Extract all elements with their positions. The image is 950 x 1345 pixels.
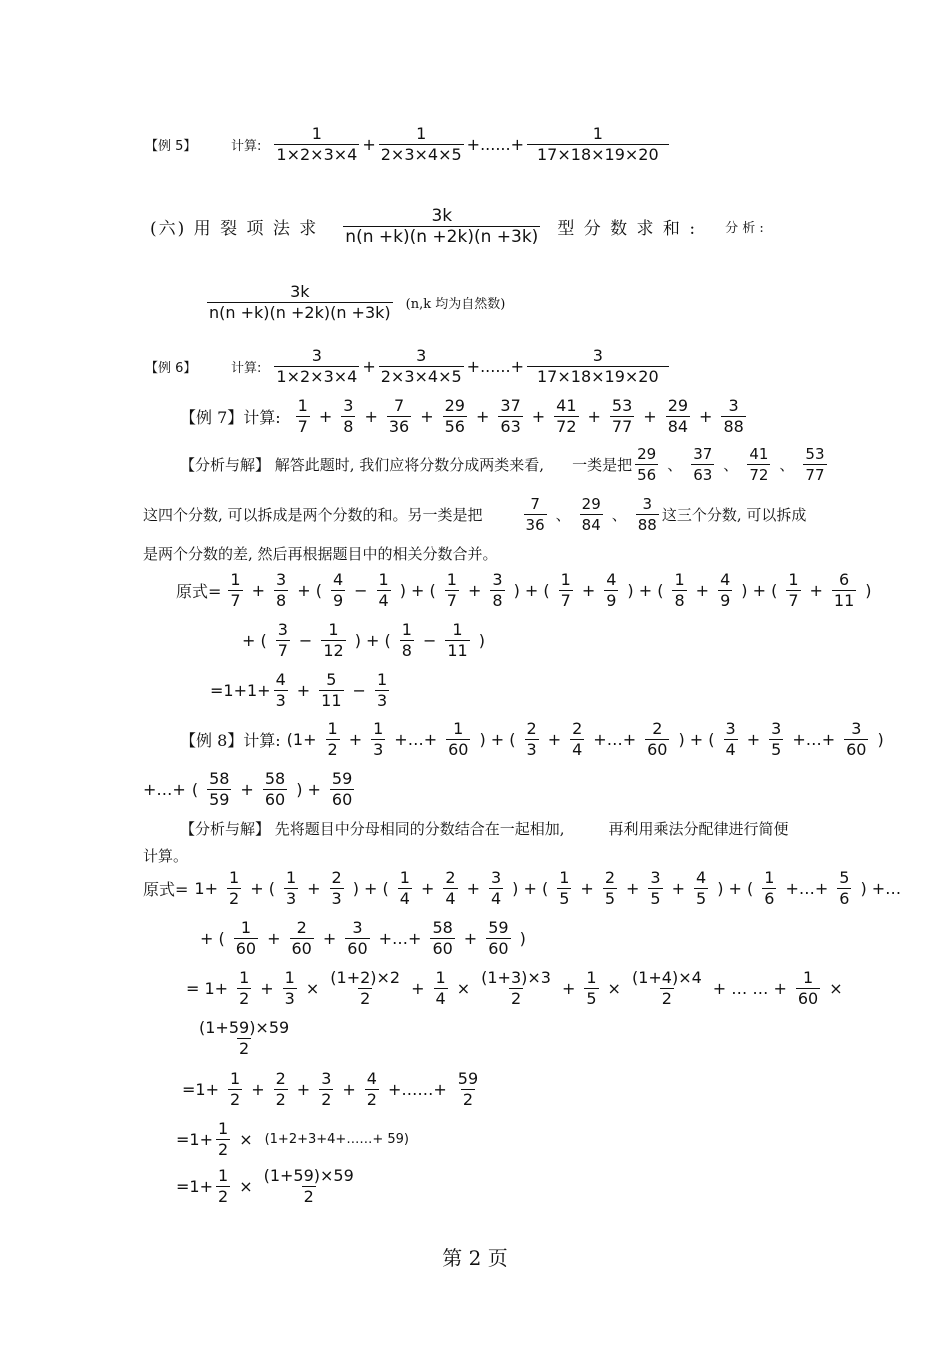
example-5 xyxy=(145,124,672,165)
fraction: $\frac{3}{5}$ xyxy=(650,868,661,908)
math-symbol: ) + ( xyxy=(627,581,664,600)
fraction: 4 9 xyxy=(332,570,344,610)
math-symbol: (1+ xyxy=(286,730,317,749)
fraction: $\frac{2}{4}$ xyxy=(445,868,456,908)
fraction: $\frac{1}{2}$ xyxy=(239,968,250,1008)
math-symbol: − xyxy=(298,631,313,650)
fraction: $\frac{1}{60}$ xyxy=(448,719,469,759)
fraction: $\frac{1}{4}$ xyxy=(378,570,389,610)
math-symbol: +…+ xyxy=(785,879,829,898)
fraction: $\frac{3}{8}$ xyxy=(276,570,287,610)
math-symbol: + ( xyxy=(242,631,267,650)
fraction: 3 1×2×3×4 xyxy=(276,346,358,386)
ellipsis: +…+ xyxy=(143,780,186,799)
fraction: $\frac{53}{77}$ xyxy=(611,396,633,436)
analysis-text: 计算。 xyxy=(143,847,189,865)
math-symbol: + xyxy=(809,581,823,600)
fraction: 1 7 xyxy=(788,570,799,610)
analysis-text: 再利用乘法分配律进行简便 xyxy=(608,820,789,838)
solution-7-line3 xyxy=(210,670,392,711)
math-symbol: ) + ( xyxy=(399,581,436,600)
fraction: $\frac{3}{2}$ xyxy=(321,1069,332,1109)
math-symbol: + xyxy=(587,407,601,426)
math-symbol: +…+ xyxy=(394,730,438,749)
example-label: 【例 5】 xyxy=(145,139,197,154)
fraction: 1 8 xyxy=(401,620,412,660)
math-symbol: ) + ( xyxy=(512,879,549,898)
fraction: 58 59 xyxy=(209,769,230,809)
fraction: $\frac{4}{5}$ xyxy=(696,868,707,908)
fraction: $\frac{1}{12}$ xyxy=(323,620,344,660)
solution-8-line5 xyxy=(176,1069,483,1110)
math-symbol: + xyxy=(322,929,337,948)
formula-note xyxy=(204,282,505,323)
math-symbol: + xyxy=(296,681,311,700)
fraction: $\frac{1}{4}$ xyxy=(435,968,446,1008)
math-symbol: × xyxy=(305,979,320,998)
analysis-8-line2 xyxy=(143,845,188,866)
math-symbol: 1+ xyxy=(194,879,219,898)
fraction: (1+59)×59 2 xyxy=(199,1018,290,1058)
math-symbol: + xyxy=(296,1080,311,1099)
solution-start: 原式= xyxy=(143,880,189,899)
math-symbol: = 1+ xyxy=(186,979,229,998)
math-symbol: ) + ( xyxy=(352,879,389,898)
math-symbol: + xyxy=(531,407,546,426)
analysis-label: 分 析 : xyxy=(725,221,764,236)
fraction: $\frac{1}{2}$ xyxy=(218,1119,229,1159)
math-symbol: + xyxy=(411,979,425,998)
math-symbol: ) + ( xyxy=(678,730,715,749)
math-symbol: ) xyxy=(519,929,526,948)
math-symbol: + xyxy=(267,929,281,948)
math-symbol: ) + ( xyxy=(513,581,550,600)
fraction: $\frac{3}{88}$ xyxy=(723,396,744,436)
fraction: $\frac{3}{8}$ xyxy=(343,396,354,436)
calc-label: 计算: xyxy=(231,361,262,376)
math-symbol: +…+ xyxy=(792,730,836,749)
fraction: 29 84 xyxy=(581,495,601,534)
fraction: 41 72 xyxy=(749,445,769,484)
example-8 xyxy=(180,719,890,760)
analysis-8-line1 xyxy=(180,818,789,839)
fraction: 1 7 xyxy=(230,570,241,610)
fraction: $\frac{37}{63}$ xyxy=(500,396,521,436)
plus-sign: + xyxy=(362,357,376,376)
fraction: 53 77 xyxy=(805,445,825,484)
fraction: 4 3 xyxy=(275,670,286,710)
math-symbol: 、 xyxy=(555,506,571,524)
fraction: 3 7 xyxy=(277,620,288,660)
math-symbol: ) +… xyxy=(860,879,902,898)
fraction: $\frac{29}{56}$ xyxy=(444,396,465,436)
solution-step: =1+ xyxy=(176,1130,213,1149)
fraction: $\frac{2}{3}$ xyxy=(331,868,342,908)
fraction: $\frac{1}{3}$ xyxy=(284,968,295,1008)
math-symbol: ) xyxy=(478,631,485,650)
fraction: $\frac{4}{2}$ xyxy=(366,1069,377,1109)
fraction: $\frac{58}{60}$ xyxy=(432,918,453,958)
math-symbol: + xyxy=(671,879,685,898)
math-symbol: × xyxy=(829,979,843,998)
math-symbol: + xyxy=(240,780,254,799)
plus-sign: + xyxy=(362,135,376,154)
analysis-text: 是两个分数的差, 然后再根据题目中的相关分数合并。 xyxy=(143,545,498,563)
fraction: $\frac{5}{11}$ xyxy=(321,670,342,710)
fraction: 1 4 xyxy=(399,868,410,908)
fraction: $\frac{(1+2)\times 2}{2}$ xyxy=(330,968,401,1008)
analysis-7-line3 xyxy=(143,543,498,564)
math-symbol: + xyxy=(318,407,333,426)
solution-8-line3 xyxy=(180,968,849,1009)
fraction: $\frac{1}{2}$ xyxy=(218,1166,229,1206)
math-symbol: + ( xyxy=(200,929,225,948)
math-symbol: 、 xyxy=(779,456,795,474)
fraction: $\frac{3}{5}$ xyxy=(771,719,782,759)
fraction: $\frac{2}{2}$ xyxy=(275,1069,286,1109)
note: (n,k 均为自然数) xyxy=(405,297,506,312)
fraction: $\frac{3}{2\times 3\times 4\times 5}$ xyxy=(380,346,462,386)
example-label: 【例 6】 xyxy=(145,361,197,376)
fraction: 3k n(n +k)(n +2k)(n +3k) xyxy=(209,282,391,322)
section-title: (六) 用 裂 项 法 求 xyxy=(150,219,319,239)
fraction: $\frac{1}{11}$ xyxy=(447,620,468,660)
math-symbol: + xyxy=(307,879,321,898)
fraction: 37 63 xyxy=(693,445,713,484)
fraction: 2 3 xyxy=(526,719,537,759)
math-symbol: ( xyxy=(191,780,199,799)
math-symbol: + xyxy=(348,730,363,749)
example-6 xyxy=(145,346,672,387)
solution-8-line1 xyxy=(143,868,907,909)
fraction: $\frac{1}{5}$ xyxy=(586,968,597,1008)
math-symbol: + ( xyxy=(297,581,322,600)
math-symbol: ) + ( xyxy=(479,730,516,749)
math-symbol: + ( xyxy=(250,879,275,898)
fraction: $\frac{3}{4}$ xyxy=(490,868,502,908)
fraction: $\frac{4}{9}$ xyxy=(606,570,617,610)
math-symbol: ) + ( xyxy=(717,879,754,898)
fraction: 1 1×2×3×4 xyxy=(276,124,358,164)
math-symbol: × xyxy=(607,979,621,998)
math-symbol: + xyxy=(699,407,713,426)
math-symbol: + xyxy=(547,730,562,749)
math-symbol: + xyxy=(260,979,274,998)
math-symbol: × xyxy=(456,979,471,998)
fraction: $\frac{3}{60}$ xyxy=(347,918,368,958)
math-symbol: + xyxy=(475,407,490,426)
fraction: $\frac{59}{60}$ xyxy=(331,769,353,809)
fraction: $\frac{3}{60}$ xyxy=(846,719,867,759)
fraction: 1 8 xyxy=(674,570,685,610)
solution-8-line4 xyxy=(194,1018,294,1059)
example-label: 【例 7】计算: xyxy=(180,408,281,427)
math-symbol: ) + ( xyxy=(354,631,391,650)
math-symbol: − xyxy=(352,681,366,700)
fraction: $\frac{5}{6}$ xyxy=(839,868,850,908)
fraction: $\frac{3}{17\times 18\times 19\times 20}$ xyxy=(527,346,669,387)
fraction: $\frac{1}{2}$ xyxy=(327,719,338,759)
fraction: $\frac{1}{60}$ xyxy=(797,968,819,1008)
solution-8-line2 xyxy=(194,918,532,959)
solution-8-line7 xyxy=(176,1166,359,1207)
math-symbol: ) + xyxy=(296,780,321,799)
math-symbol: +…+ xyxy=(378,929,422,948)
math-symbol: +……+ xyxy=(387,1080,447,1099)
math-symbol: + xyxy=(626,879,640,898)
math-symbol: ) xyxy=(865,581,872,600)
fraction: $\frac{2}{4}$ xyxy=(572,719,583,759)
fraction: 1 7 xyxy=(297,396,308,436)
math-symbol: 、 xyxy=(611,506,627,524)
fraction: 3k n(n +k)(n +2k)(n +3k) xyxy=(345,206,539,247)
section-title-tail: 型 分 数 求 和 : xyxy=(557,219,698,239)
page-footer: 第 2 页 xyxy=(442,1246,508,1270)
math-symbol: + xyxy=(643,407,657,426)
fraction: $\frac{7}{36}$ xyxy=(388,396,410,436)
math-symbol: 、 xyxy=(667,456,683,474)
example-label: 【例 8】计算: xyxy=(180,731,281,750)
math-symbol: + xyxy=(466,879,480,898)
ellipsis: +......+ xyxy=(466,357,524,376)
math-symbol: 、 xyxy=(723,456,739,474)
fraction: $\frac{2}{60}$ xyxy=(647,719,668,759)
solution-7-line1 xyxy=(176,570,878,611)
math-symbol: + xyxy=(695,581,710,600)
analysis-text: 这三个分数, 可以拆成 xyxy=(661,506,807,524)
math-symbol: =1+ xyxy=(182,1080,219,1099)
fraction: $\frac{2}{60}$ xyxy=(291,918,312,958)
fraction: $\frac{1}{2\times 3\times 4\times 5}$ xyxy=(380,124,462,164)
fraction: 1 60 xyxy=(235,918,257,958)
fraction: $\frac{41}{72}$ xyxy=(556,396,577,436)
section-6-heading xyxy=(150,206,764,247)
fraction: $\frac{1}{2}$ xyxy=(230,1069,241,1109)
math-symbol: ) + ( xyxy=(741,581,778,600)
fraction: $\frac{1}{2}$ xyxy=(229,868,240,908)
math-symbol: + xyxy=(581,581,596,600)
solution-start: 原式= xyxy=(176,582,222,601)
example-8-line2 xyxy=(143,769,357,810)
math-symbol: + xyxy=(251,1080,265,1099)
math-symbol: + xyxy=(364,407,378,426)
math-symbol: ) xyxy=(877,730,884,749)
fraction: $\frac{1}{3}$ xyxy=(376,670,388,710)
math-symbol: + xyxy=(251,581,266,600)
fraction: $\frac{4}{9}$ xyxy=(720,570,731,610)
math-symbol: − xyxy=(354,581,368,600)
ellipsis: +......+ xyxy=(466,135,524,154)
fraction: $\frac{3}{8}$ xyxy=(492,570,503,610)
fraction: $\frac{59}{60}$ xyxy=(488,918,509,958)
analysis-7-line1 xyxy=(180,444,830,485)
solution-8-line6 xyxy=(176,1119,409,1160)
fraction: $\frac{6}{11}$ xyxy=(833,570,855,610)
analysis-7-line2 xyxy=(143,494,806,535)
math-symbol: +…+ xyxy=(593,730,637,749)
fraction: $\frac{(1+59)\times 59}{2}$ xyxy=(263,1166,354,1206)
solution-7-line2 xyxy=(236,620,491,661)
fraction: 29 56 xyxy=(637,445,657,484)
fraction: 1 3 xyxy=(285,868,297,908)
math-symbol: + xyxy=(746,730,761,749)
fraction: 1 7 xyxy=(446,570,457,610)
math-symbol: + xyxy=(420,879,435,898)
math-symbol: + xyxy=(580,879,594,898)
math-symbol: + xyxy=(467,581,482,600)
calc-label: 计算: xyxy=(231,139,262,154)
example-7 xyxy=(180,396,749,437)
fraction: 3 4 xyxy=(725,719,736,759)
math-symbol: + xyxy=(561,979,576,998)
math-symbol: + xyxy=(463,929,478,948)
fraction: $\frac{58}{60}$ xyxy=(264,769,286,809)
math-symbol: × xyxy=(239,1177,253,1196)
fraction: 3 88 xyxy=(637,495,657,534)
math-symbol: + … … + xyxy=(712,979,787,998)
solution-step: =1+ xyxy=(176,1177,213,1196)
analysis-text: 【分析与解】 先将题目中分母相同的分数结合在一起相加, xyxy=(180,820,565,838)
fraction: 7 36 xyxy=(525,495,545,534)
math-symbol: − xyxy=(422,631,437,650)
analysis-text: 【分析与解】 解答此题时, 我们应将分数分成两类来看, xyxy=(180,456,545,474)
fraction: $\frac{1}{17\times 18\times 19\times 20}$ xyxy=(527,124,669,165)
fraction: $\frac{29}{84}$ xyxy=(667,396,689,436)
fraction: 1 5 xyxy=(559,868,570,908)
fraction: 1 6 xyxy=(764,868,775,908)
sum-expression: (1+2+3+4+……+ 59) xyxy=(264,1132,409,1147)
fraction: $\frac{(1+4)\times 4}{2}$ xyxy=(631,968,702,1008)
fraction: $\frac{59}{2}$ xyxy=(457,1069,479,1109)
math-symbol: × xyxy=(239,1130,253,1149)
analysis-text: 这四个分数, 可以拆成是两个分数的和。另一类是把 xyxy=(143,506,483,524)
fraction: 1 7 xyxy=(560,570,571,610)
math-symbol: + xyxy=(420,407,434,426)
solution-step: =1+1+ xyxy=(210,681,271,700)
fraction: $\frac{1}{3}$ xyxy=(373,719,384,759)
fraction: $\frac{2}{5}$ xyxy=(604,868,615,908)
fraction: $\frac{(1+3)\times 3}{2}$ xyxy=(481,968,551,1008)
math-symbol: + xyxy=(342,1080,356,1099)
analysis-text: 一类是把 xyxy=(572,456,633,474)
